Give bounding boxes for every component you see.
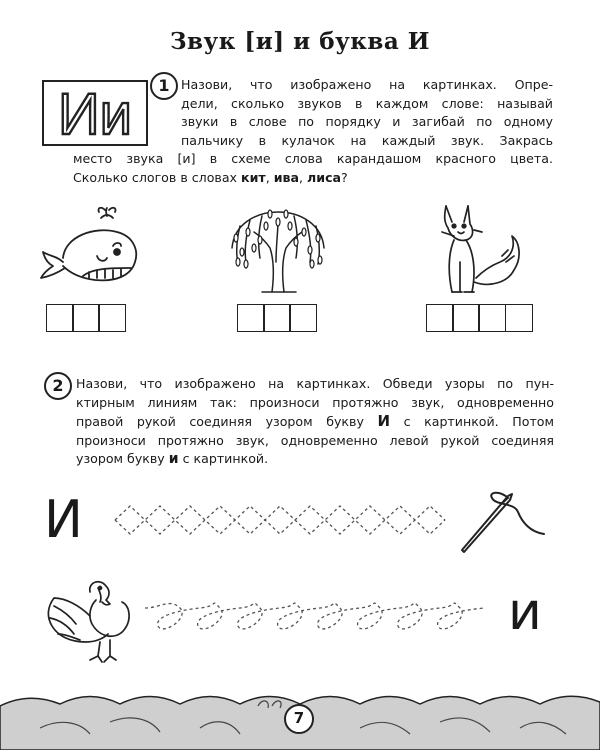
task1-text-top: [181, 76, 553, 150]
dashed-diamond-pattern[interactable]: [110, 498, 450, 542]
task1-line-2: дели, сколько звуков в каждом слове: называй: [181, 95, 553, 111]
scheme-cell[interactable]: [289, 304, 317, 332]
task1-line-3: звуки в слове по порядку и загибай по одному: [181, 114, 553, 130]
word-lisa: лиса: [307, 169, 342, 185]
scheme-cell[interactable]: [505, 304, 533, 332]
outlined-letters: Ии: [57, 82, 133, 144]
big-letter-lower: и: [508, 582, 542, 642]
scheme-cell[interactable]: [452, 304, 480, 332]
fox-icon: [430, 202, 530, 298]
sound-scheme-fox[interactable]: [426, 304, 531, 334]
whale-icon: [35, 206, 145, 290]
task2-line-3: [76, 412, 554, 432]
line5-prefix: узором букву: [76, 451, 169, 467]
letter-upper-inline: И: [377, 412, 391, 431]
line5-suffix: с картинкой.: [178, 451, 269, 467]
task2-line-1: Назови, что изображено на картинках. Обведи узоры по пун-: [76, 376, 554, 391]
scheme-cell[interactable]: [237, 304, 265, 332]
big-letter-upper: И: [44, 490, 83, 550]
scheme-cell[interactable]: [72, 304, 100, 332]
line3-suffix: с картинкой. Потом: [390, 414, 554, 430]
task1-line-4: пальчику в кулачок на каждый звук. Закрась: [181, 132, 553, 148]
task2-line-5: [76, 450, 554, 469]
scheme-cell[interactable]: [478, 304, 506, 332]
scheme-cell[interactable]: [263, 304, 291, 332]
task2-line-2: ктирным линиям так: произноси протяжно звук, одновременно: [76, 394, 554, 410]
task2-text: [76, 375, 554, 469]
dashed-loop-pattern[interactable]: [140, 590, 490, 644]
line3-prefix: правой рукой соединяя узором букву: [76, 414, 378, 430]
page-title: Звук [и] и буква И: [169, 28, 431, 55]
task1-line-6: [73, 169, 553, 188]
task-number-1: 1: [150, 72, 178, 100]
task1-line-5: место звука [и] в схеме слова карандашом красного цвета.: [73, 151, 553, 166]
scheme-cell[interactable]: [426, 304, 454, 332]
outlined-letters-icon: [44, 82, 146, 144]
task1-line-1: Назови, что изображено на картинках. Опре-: [181, 77, 553, 92]
task1-text-bottom: [73, 150, 553, 187]
page-number: 7: [284, 704, 314, 734]
turkey-icon: [40, 576, 136, 666]
task1-question-prefix: Сколько слогов в словах: [73, 169, 242, 185]
sep-1: ,: [265, 169, 274, 185]
task-number-2: 2: [44, 372, 72, 400]
scheme-cell[interactable]: [98, 304, 126, 332]
sound-scheme-whale[interactable]: [46, 304, 125, 334]
scheme-cell[interactable]: [46, 304, 74, 332]
letter-lower-inline: и: [168, 451, 179, 468]
word-iva: ива: [273, 169, 300, 185]
question-mark: ?: [341, 169, 348, 185]
needle-thread-icon: [456, 488, 552, 554]
word-kit: кит: [241, 169, 266, 185]
letter-box: [42, 80, 148, 146]
task2-line-4: произноси протяжно звук, одновременно левой рукой соединяя: [76, 432, 554, 448]
sound-scheme-willow[interactable]: [237, 304, 316, 334]
sep-2: ,: [299, 169, 308, 185]
willow-tree-icon: [226, 202, 330, 294]
